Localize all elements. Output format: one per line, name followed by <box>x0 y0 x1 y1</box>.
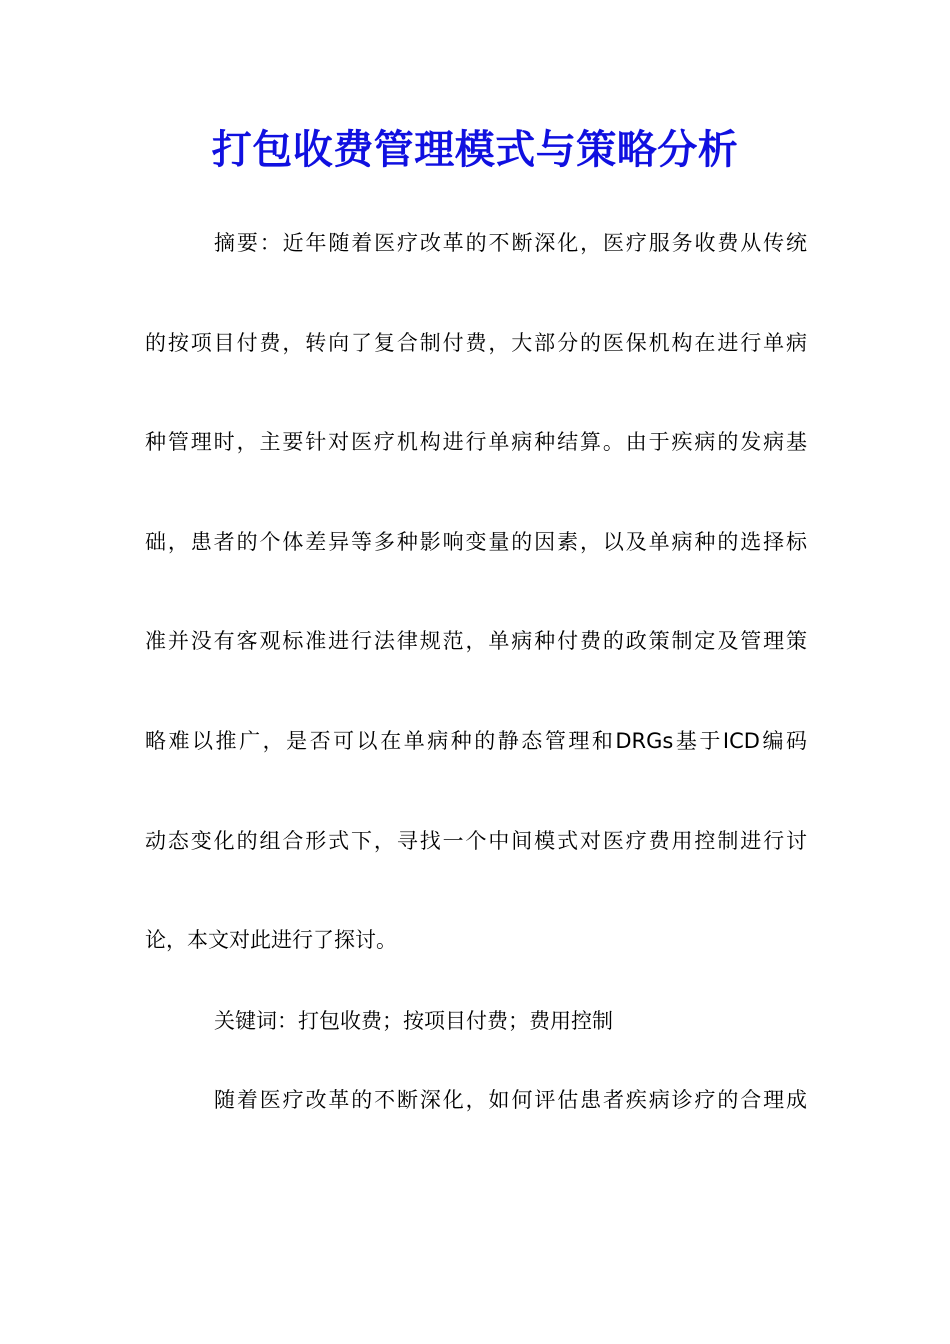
abstract-line: 摘要：近年随着医疗改革的不断深化，医疗服务收费从传统 <box>214 231 807 255</box>
document-title: 打包收费管理模式与策略分析 <box>211 126 739 173</box>
abstract-line: 础，患者的个体差异等多种影响变量的因素，以及单病种的选择标 <box>145 530 807 554</box>
abstract-line: 动态变化的组合形式下，寻找一个中间模式对医疗费用控制进行讨 <box>145 829 807 853</box>
keywords-line: 关键词：打包收费；按项目付费；费用控制 <box>214 1009 613 1033</box>
abstract-line: 种管理时，主要针对医疗机构进行单病种结算。由于疾病的发病基 <box>145 430 807 454</box>
abstract-line: 略难以推广，是否可以在单病种的静态管理和DRGs基于ICD编码 <box>145 729 807 753</box>
abstract-line: 的按项目付费，转向了复合制付费，大部分的医保机构在进行单病 <box>145 331 807 355</box>
abstract-line: 论，本文对此进行了探讨。 <box>145 928 397 952</box>
body-paragraph-line: 随着医疗改革的不断深化，如何评估患者疾病诊疗的合理成 <box>214 1088 807 1112</box>
abstract-line: 准并没有客观标准进行法律规范，单病种付费的政策制定及管理策 <box>145 629 807 653</box>
